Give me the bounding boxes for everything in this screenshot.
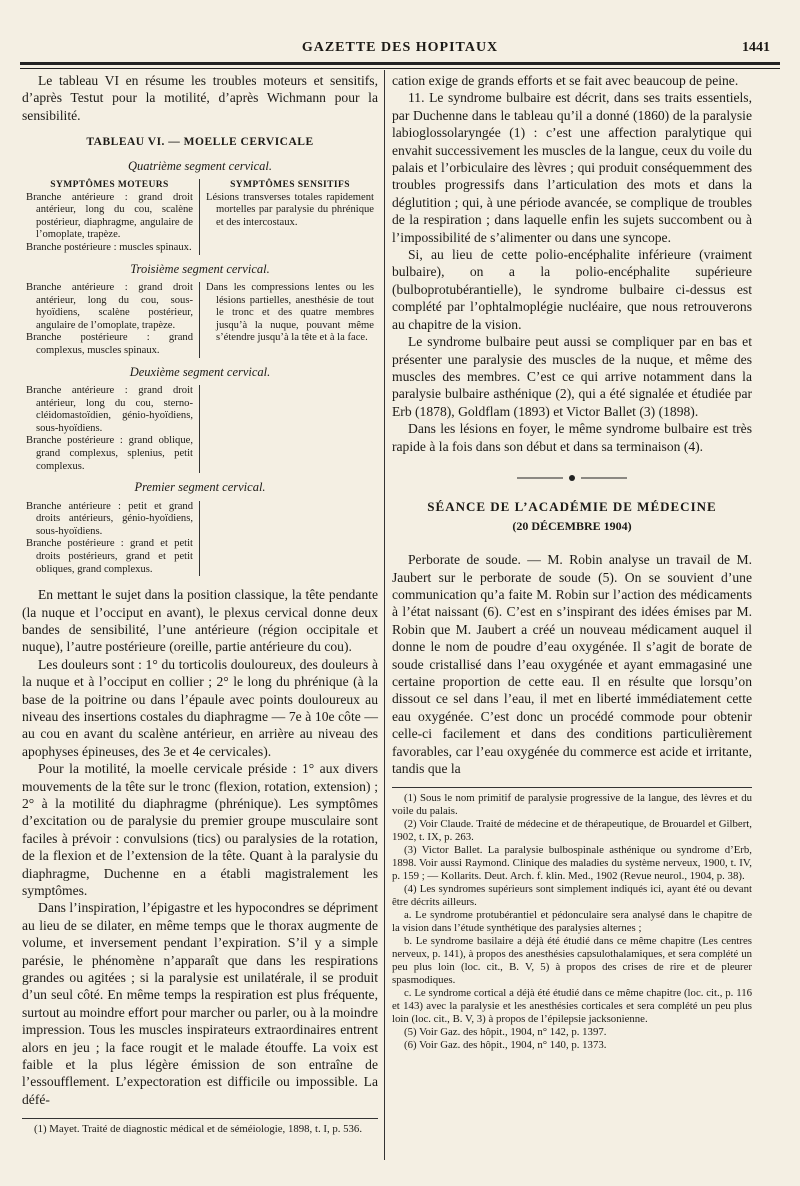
footnote-rule [22, 1118, 378, 1119]
body-paragraph: Pour la motilité, la moelle cervicale préside : 1° aux divers mouvements de la tête sur le tronc (flexion, rotation, extension) ; 2° à la motilité du diaphragme (phrénique). Les symptômes d’excitation ou de paralysie du premier groupe musculaire sont faciles à prévoir : convulsions (tics) ou paralysies de la rotation, de la flexion et de l’extension de la tête. Quant à la paralysie du diaphragme, Duchenne en a établi magistralement les symptômes. [22, 761, 378, 898]
motor-item: Branche antérieure : grand droit antérieur, long du cou, sterno-cléidomastoïdien, génio-hyoïdiens, sous-hyoïdiens. [26, 384, 193, 434]
continuation-paragraph: cation exige de grands efforts et se fait avec beaucoup de peine. [392, 73, 739, 88]
table-segment-1 [22, 479, 378, 576]
body-paragraph: Le syndrome bulbaire peut aussi se compliquer par en bas et présenter une paralysie des muscles de la nuque, et même des muscles des membres. C’est ce qui arrive notamment dans la paralysie bulbaire asthénique (2), qui a été signalée et étudiée par Erb (1878), Goldflam (1893) et Victor Ballet (3) (1898). [392, 334, 752, 419]
motor-item: Branche postérieure : grand et petit droits postérieurs, grand et petit obliques, grand complexus. [26, 538, 193, 575]
segment-title: Troisième segment cervical. [130, 261, 270, 276]
footnote: (1) Mayet. Traité de diagnostic médical et de séméiologie, 1898, t. I, p. 536. [34, 1123, 363, 1136]
right-column [392, 72, 752, 1052]
footnote: (4) Les syndromes supérieurs sont simplement indiqués ici, ayant été ou devant être décrits ailleurs. [392, 883, 752, 909]
sensory-cell [200, 385, 374, 473]
body-paragraph: En mettant le sujet dans la position classique, la tête pendante (la nuque et l’occiput en avant), le plexus cervical donne deux bandes de sensibilité, l’une antérieure (région occipitale et nuque), l’autre postérieure (oreille, partie antérieure du cou). [22, 587, 378, 655]
segment-table [26, 385, 374, 473]
footnote: a. Le syndrome protubérantiel et pédonculaire sera analysé dans le chapitre de la vision dans l’étude synthétique des paralysies alternes ; [392, 909, 752, 935]
motor-cell [26, 501, 200, 577]
academy-date: (20 DÉCEMBRE 1904) [512, 518, 632, 533]
body-paragraph: 11. Le syndrome bulbaire est décrit, dans ses traits essentiels, par Duchenne dans le tableau qu’il a donné (1860) de la paralysie labioglossolaryngée (1) : c’est une affection paralytique qui envahit successivement les muscles de la langue, ceux du voile du palais et l’orbiculaire des lèvres ; qui produit conséquemment des troubles progressifs dans l’articulation des mots et dans la déglutition ; qui, à une période avancée, se complique de troubles de la respiration ; dans laquelle enfin les sujets succombent ou à l’impossibilité de s’alimenter ou dans une syncope. [392, 90, 752, 245]
ornament-rule-icon [517, 474, 627, 482]
section-ornament [392, 471, 752, 488]
motor-item: Branche postérieure : grand complexus, muscles spinaux. [26, 332, 193, 356]
sensory-cell [200, 501, 374, 577]
footnote: (3) Victor Ballet. La paralysie bulbospinale asthénique ou syndrome d’Erb, 1898. Voir aussi Raymond. Clinique des maladies du système nerveux, 1900, t. IV, p. 159 ; — Kollarits. Deut. Arch. f. klin. Med., 1902 (Revue neurol., 1904, p. 38). [392, 844, 752, 883]
column-divider [384, 70, 385, 1160]
sensory-header: SYMPTÔMES SENSITIFS [230, 180, 350, 191]
journal-title: GAZETTE DES HOPITAUX [301, 40, 499, 55]
motor-cell [26, 179, 200, 255]
body-paragraph: Dans l’inspiration, l’épigastre et les hypocondres se dépriment au lieu de se dilater, en même temps que le thorax augmente de volume, et inversement pendant l’expiration. S’il y a simple parésie, le phénomène n’apparaît que dans les respirations grandes ou agitées ; si la paralysie est unilatérale, il se produit d’un seul côté. En même temps la respiration est plus fréquente, surtout au moindre effort pour marcher ou parler, ou à la moindre impression. Tous les muscles inspirateurs extraordinaires entrent alors en jeu ; la face rougit et le malade étouffe. La voix est faible et la plus légère émission de son entraîne de l’essoufflement. L’expectoration est difficile ou impossible. La défé- [22, 900, 378, 1107]
intro-paragraph: Le tableau VI en résume les troubles moteurs et sensitifs, d’après Testut pour la motilité, d’après Wichmann pour la sensibilité. [22, 73, 378, 123]
sensory-item: Dans les compressions lentes ou les lésions partielles, anesthésie de tout le tronc et des quatre membres jusqu’à la nuque, pouvant même s’étendre jusqu’à la tête et à la face. [206, 282, 374, 344]
body-paragraph: Dans les lésions en foyer, le même syndrome bulbaire est très rapide à la fois dans son début et dans sa terminaison (4). [392, 421, 752, 454]
footnote: (6) Voir Gaz. des hôpit., 1904, n° 140, p. 1373. [404, 1039, 607, 1052]
motor-cell [26, 385, 200, 473]
motor-header: SYMPTÔMES MOTEURS [50, 180, 169, 191]
motor-cell [26, 282, 200, 358]
segment-table [26, 282, 374, 358]
table-segment-3 [22, 261, 378, 358]
header-rule [20, 62, 780, 69]
segment-table [26, 501, 374, 577]
page-header [20, 36, 780, 58]
sensory-cell [200, 282, 374, 358]
left-column [22, 72, 378, 1136]
table-segment-4 [22, 158, 378, 255]
footnote: (2) Voir Claude. Traité de médecine et de thérapeutique, de Brouardel et Gilbert, 1902, t. IX, p. 263. [392, 818, 752, 844]
sensory-cell [200, 179, 374, 255]
page-number: 1441 [742, 40, 770, 55]
motor-item: Branche postérieure : muscles spinaux. [26, 242, 192, 253]
segment-table [26, 179, 374, 255]
motor-item: Branche postérieure : grand oblique, grand complexus, splenius, petit complexus. [26, 435, 193, 472]
table-segment-2 [22, 364, 378, 474]
segment-title: Quatrième segment cervical. [127, 158, 273, 173]
segment-title: Premier segment cervical. [134, 480, 266, 495]
sensory-item: Lésions transverses totales rapidement mortelles par paralysie du phrénique et des intercostaux. [206, 191, 374, 228]
segment-title: Deuxième segment cervical. [129, 364, 271, 379]
footnote-rule [392, 787, 752, 788]
footnote: (1) Sous le nom primitif de paralysie progressive de la langue, des lèvres et du voile du palais. [392, 792, 752, 818]
academy-title: SÉANCE DE L’ACADÉMIE DE MÉDECINE [427, 499, 717, 515]
motor-item: Branche antérieure : grand droit antérieur, long du cou, scalène postérieur, diaphragme, angulaire de l’omoplate, trapèze. [26, 191, 193, 241]
footnote: c. Le syndrome cortical a déjà été étudié dans ce même chapitre (loc. cit., p. 116 et 143) avec la paralysie et les anesthésies corticales et sera complété un peu plus loin (loc. cit., B. V, 3) à propos de l’épilepsie jacksonienne. [392, 987, 752, 1026]
body-paragraph: Les douleurs sont : 1° du torticolis douloureux, des douleurs à la nuque et à l’occiput en collier ; 2° le long du phrénique (à la base de la poitrine ou dans l’épaule avec points douloureux au niveau des insertions costales du diaphragme — 7e à 10e côte — au cou en avant du scalène antérieur, en arrière au niveau des apophyses épineuses, des 3e et 4e cervicales). [22, 656, 378, 759]
motor-item: Branche antérieure : grand droit antérieur, long du cou, sous-hyoïdiens, scalène postérieur, angulaire de l’omoplate, trapèze. [26, 282, 193, 331]
footnote: b. Le syndrome basilaire a déjà été étudié dans ce même chapitre (Les centres nerveux, p. 141), à propos des anesthésies capsulothalamiques, et sera complété un peu plus loin (loc. cit., B. V, 5) à propos des crises de rire et de pleurer spasmodiques. [392, 935, 752, 987]
motor-item: Branche antérieure : petit et grand droits antérieurs, génio-hyoïdiens, sous-hyoïdiens. [26, 500, 193, 537]
body-paragraph: Perborate de soude. — M. Robin analyse un travail de M. Jaubert sur le perborate de soude (5). On se souvient d’une communication qu’a faite M. Robin sur l’action des médicaments à l’état naissant (6). C’est en s’inspirant des idées émises par M. Robin que M. Jaubert a créé un nouveau médicament auquel il donne le nom de poudre d’eau oxygénée. Il s’agit de borate de soude cristallisé dans l’eau oxygénée et ayant emmagasiné une certaine proportion de cette eau. Il en résulte que lorsqu’on dissout ce sel dans l’eau, il met en liberté immédiatement cette eau oxygénée. C’est donc un procédé commode pour obtenir celle-ci facilement et dans des conditions particulièrement favorables, car l’eau oxygénée du commerce est acide et irritante, tandis que la [392, 552, 752, 777]
footnote: (5) Voir Gaz. des hôpit., 1904, n° 142, p. 1397. [404, 1026, 607, 1039]
body-paragraph: Si, au lieu de cette polio-encéphalite inférieure (vraiment bulbaire), on a la polio-encéphalite supérieure (bulboprotubérantielle), le syndrome bulbaire ci-dessus est complété par l’ophtalmoplégie nucléaire, que nous retrouverons au chapitre de la vision. [392, 247, 752, 332]
table-title: TABLEAU VI. — MOELLE CERVICALE [86, 136, 314, 149]
